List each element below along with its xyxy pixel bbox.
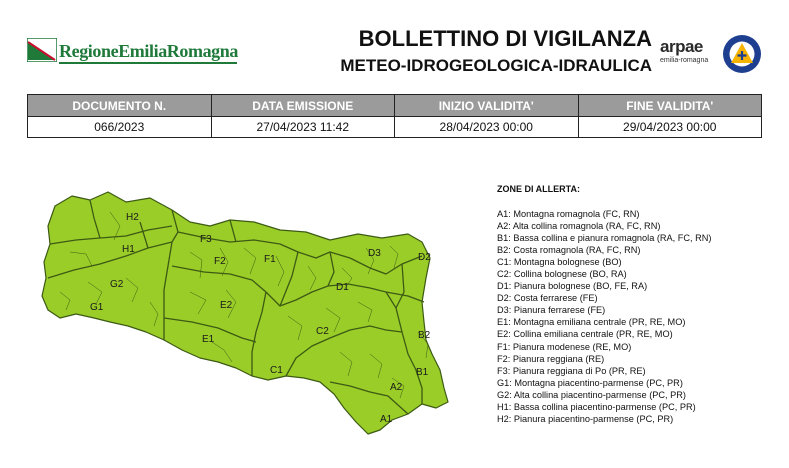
list-item: G2: Alta collina piacentino-parmense (PC, PR) [497,389,686,400]
regione-flag-icon [27,38,57,62]
regione-emilia-romagna-logo [27,36,239,66]
value-fine-validita: 29/04/2023 00:00 [578,117,762,138]
zone-label-h2: H2 [126,212,139,223]
zone-label-a2: A2 [390,382,403,393]
list-item: C2: Collina bolognese (BO, RA) [497,269,627,280]
list-item: D1: Pianura bolognese (BO, FE, RA) [497,281,648,292]
protezione-civile-logo-icon [722,34,762,74]
bulletin-subtitle: METEO-IDROGEOLOGICA-IDRAULICA [340,56,652,75]
list-item: A2: Alta collina romagnola (RA, FC, RN) [497,221,661,232]
zone-label-b2: B2 [418,330,431,341]
list-item: H1: Bassa collina piacentino-parmense (PC, PR) [497,401,696,412]
list-item: H2: Pianura piacentino-parmense (PC, PR) [497,413,674,424]
regione-logo-text: RegioneEmiliaRomagna [59,41,238,61]
list-item: E2: Collina emiliana centrale (PR, RE, MO) [497,329,673,340]
regione-logo-underline [59,62,237,64]
header-fine-validita: FINE VALIDITA' [578,95,762,117]
zone-label-g1: G1 [90,302,104,313]
zone-label-e2: E2 [220,300,233,311]
zone-label-f1: F1 [264,254,276,265]
zone-label-d1: D1 [336,282,349,293]
list-item: F1: Pianura modenese (RE, MO) [497,341,632,352]
alert-zones-map [30,182,450,444]
list-item: E1: Montagna emiliana centrale (PR, RE, MO) [497,317,686,328]
header-inizio-validita: INIZIO VALIDITA' [395,95,579,117]
list-item: D3: Pianura ferrarese (FE) [497,305,606,316]
zone-label-d2: D2 [418,252,431,263]
bulletin-info-table [27,94,762,138]
zone-label-c1: C1 [270,365,283,376]
arpae-logo-sub: emilia-romagna [660,57,709,64]
zone-label-h1: H1 [122,244,135,255]
zone-label-g2: G2 [110,279,124,290]
zone-label-e1: E1 [202,334,215,345]
region-shape [42,192,448,434]
list-item: C1: Montagna bolognese (BO) [497,257,622,268]
arpae-logo-name: arpae [660,37,703,56]
list-item: F3: Pianura reggiana di Po (PR, RE) [497,365,646,376]
zone-label-a1: A1 [380,414,393,425]
header-documento: DOCUMENTO N. [28,95,212,117]
bulletin-title: BOLLETTINO DI VIGILANZA [358,26,652,51]
value-data-emissione: 27/04/2023 11:42 [211,117,395,138]
table-header-row [28,95,762,117]
zones-title: ZONE DI ALLERTA: [497,184,580,194]
header-data-emissione: DATA EMISSIONE [211,95,395,117]
zone-label-f3: F3 [200,234,212,245]
list-item: B2: Costa romagnola (RA, FC, RN) [497,245,641,256]
arpae-logo [660,38,720,72]
region-outline [42,192,448,434]
list-item: A1: Montagna romagnola (FC, RN) [497,209,640,219]
value-inizio-validita: 28/04/2023 00:00 [395,117,579,138]
list-item: F2: Pianura reggiana (RE) [497,353,605,364]
value-documento: 066/2023 [28,117,212,138]
list-item: B1: Bassa collina e pianura romagnola (RA, FC, RN) [497,233,712,244]
list-item: G1: Montagna piacentino-parmense (PC, PR) [497,377,683,388]
zone-label-b1: B1 [416,367,429,378]
table-row [28,117,762,138]
list-item: D2: Costa ferrarese (FE) [497,293,598,304]
zone-label-c2: C2 [316,326,329,337]
zone-label-f2: F2 [214,256,226,267]
zone-label-d3: D3 [368,248,381,259]
zones-list [497,208,711,425]
